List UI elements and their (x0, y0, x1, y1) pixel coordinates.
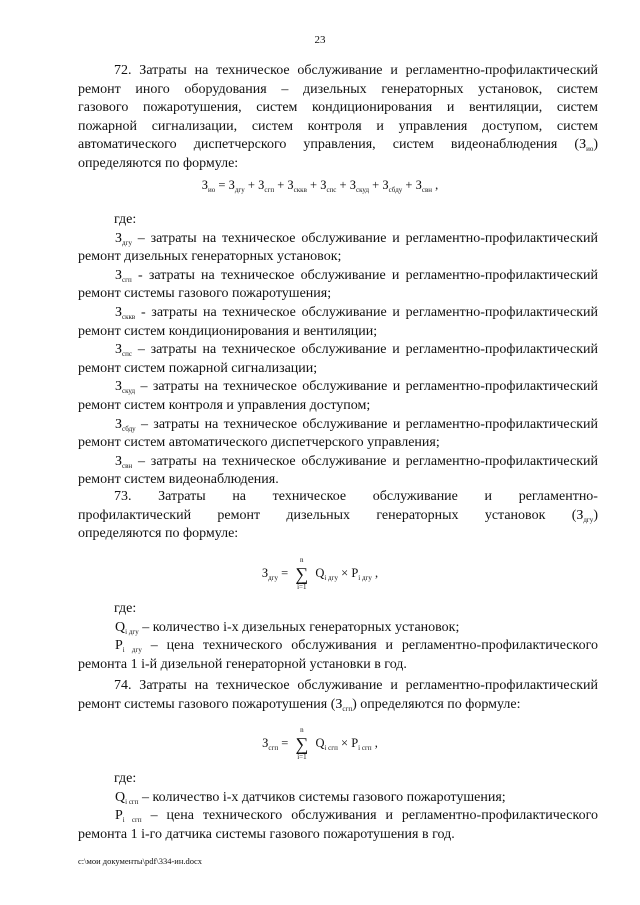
paragraph-73 (78, 488, 598, 544)
sum-operator: n ∑ i=1 (295, 726, 309, 761)
p73-definitions (78, 600, 598, 674)
p72-definitions (78, 211, 598, 490)
def-line: $P_{i дгу}$ – цена технического обслуживания и регламентно-профилактического (115, 638, 598, 655)
where-label: где: (114, 601, 137, 616)
def-line: $З_{сгп}$ - затраты на техническое обслуживание и регламентно-профилактический (115, 267, 598, 284)
sum-operator: n ∑ i=1 (295, 556, 309, 591)
def-line: ремонт систем пожарной сигнализации; (78, 360, 318, 376)
def-line: $З_{свн}$ – затраты на техническое обслуживание и регламентно-профилактический (115, 453, 598, 470)
def-line: ремонта 1 i-го датчика системы газового пожаротушения в год. (78, 826, 455, 842)
p74-line-1: 74. Затраты на техническое обслуживание и регламентно-профилактический (114, 678, 598, 693)
def-line: ремонт системы газового пожаротушения; (78, 286, 332, 302)
formula-zsgp: $З_{сгп} = n$ ∑ i=1 $Q_{i сгп} \times P_{i сгп}$ , (262, 726, 378, 761)
def-line: $З_{сбду}$ – затраты на техническое обслуживание и регламентно-профилактический (115, 416, 598, 433)
p72-line-4: пожарной сигнализации, систем контроля и управления доступом, систем (78, 118, 598, 134)
p73-line-3: определяются по формуле: (78, 526, 239, 542)
p72-line-6: определяются по формуле: (78, 155, 239, 171)
where-label: где: (114, 771, 137, 786)
def-line: $З_{скуд}$ – затраты на техническое обслуживание и регламентно-профилактический (115, 379, 598, 396)
def-line: ремонта 1 i-й дизельной генераторной установки в год. (78, 656, 407, 672)
def-line: ремонт систем видеонаблюдения. (78, 472, 279, 488)
paragraph-74 (78, 677, 598, 714)
def-line: ремонт систем контроля и управления доступом; (78, 397, 371, 413)
def-line: $P_{i сгп}$ – цена технического обслуживания и регламентно-профилактического (115, 808, 599, 825)
def-line: ремонт дизельных генераторных установок; (78, 249, 342, 265)
p74-line-2: ремонт системы газового пожаротушения $(З_{сгп})$ определяются по формуле: (78, 696, 521, 713)
p72-line-5: автоматического диспетчерского управления, систем видеонаблюдения $(З_{ио})$ (78, 137, 598, 154)
p73-line-2: профилактический ремонт дизельных генераторных установок $(З_{дгу})$ (78, 507, 598, 524)
footer-file-path: c:\мои документы\pdf\334-ин.docx (78, 856, 203, 866)
def-line: $З_{сккв}$ - затраты на техническое обслуживание и регламентно-профилактический (115, 304, 598, 321)
p72-line-3: газового пожаротушения, систем кондиционирования и вентиляции, систем (78, 100, 598, 116)
p72-line-2: ремонт иного оборудования – дизельных генераторных установок, систем (78, 81, 598, 97)
page-number: 23 (314, 34, 326, 46)
formula-zio: $З_{ио} = З_{дгу} + З_{сгп} + З_{сккв} + З_{спс} + З_{скуд} + З_{сбду} + З_{свн}$ , (201, 178, 439, 194)
def-line: $З_{дгу}$ – затраты на техническое обслуживание и регламентно-профилактический (115, 230, 598, 247)
p74-definitions (78, 770, 598, 844)
p73-line-1: 73. Затраты на техническое обслуживание и регламентно- (114, 489, 598, 504)
p72-line-1: 72. Затраты на техническое обслуживание и регламентно-профилактический (114, 63, 598, 78)
def-line: $Q_{i дгу}$ – количество i-х дизельных генераторных установок; (115, 619, 460, 636)
def-line: $З_{спс}$ – затраты на техническое обслуживание и регламентно-профилактический (115, 342, 598, 359)
formula-zdgu: $З_{дгу} = n$ ∑ i=1 $Q_{i дгу} \times P_{i дгу}$ , (261, 556, 379, 591)
paragraph-72 (78, 62, 598, 174)
def-line: ремонт систем автоматического диспетчерского управления; (78, 435, 440, 451)
def-line: ремонт систем кондиционирования и вентиляции; (78, 323, 378, 339)
def-line: $Q_{i сгп}$ – количество i-х датчиков системы газового пожаротушения; (115, 789, 506, 806)
where-label: где: (114, 212, 137, 227)
